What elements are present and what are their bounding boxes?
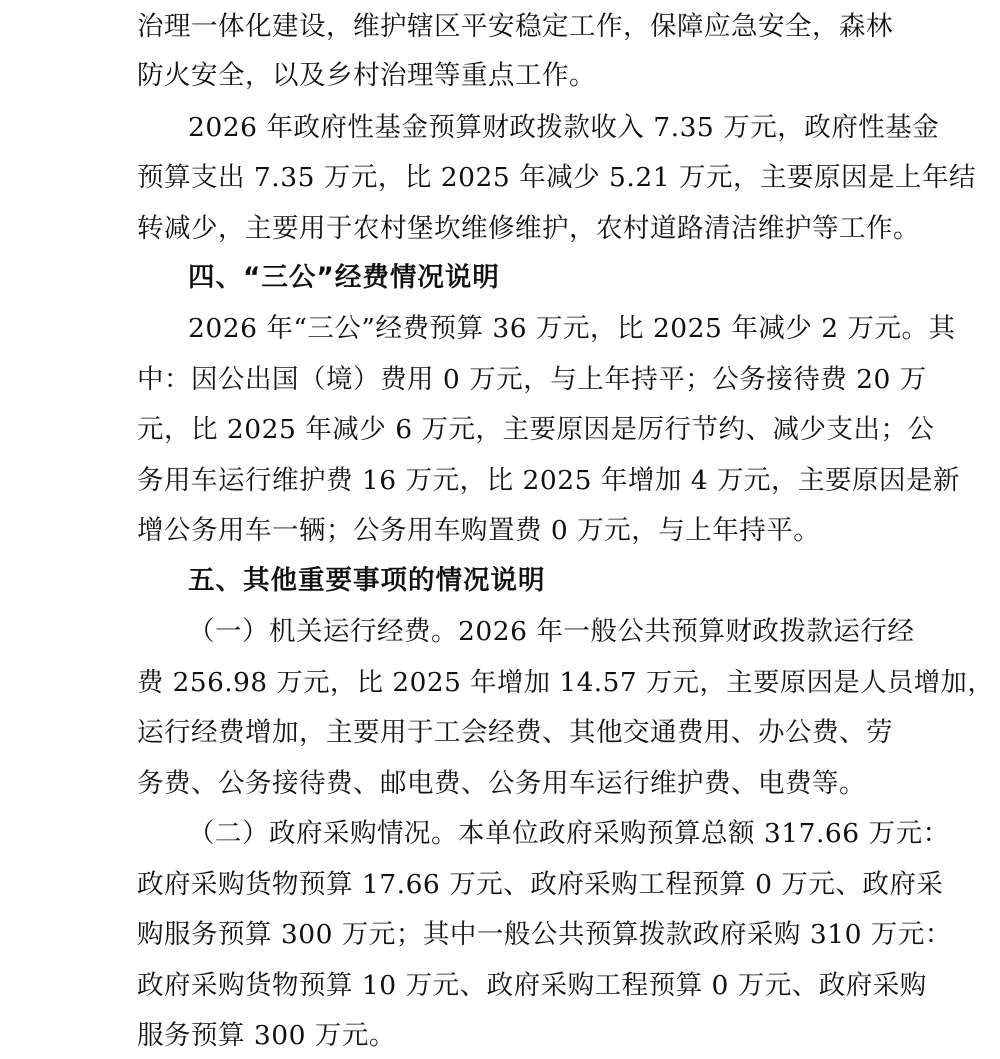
paragraph-line: 转减少，主要用于农村堡坎维修维护，农村道路清洁维护等工作。 (137, 213, 920, 244)
paragraph-line: 防火安全，以及乡村治理等重点工作。 (137, 60, 596, 91)
paragraph-line: 2026 年政府性基金预算财政拨款收入 7.35 万元，政府性基金 (188, 112, 940, 143)
paragraph-line: 政府采购货物预算 10 万元、政府采购工程预算 0 万元、政府采购 (137, 970, 927, 1001)
paragraph-line: 政府采购货物预算 17.66 万元、政府采购工程预算 0 万元、政府采 (137, 869, 944, 900)
paragraph-line: 元，比 2025 年减少 6 万元，主要原因是厉行节约、减少支出；公 (137, 414, 935, 445)
paragraph-line: 中：因公出国（境）费用 0 万元，与上年持平；公务接待费 20 万 (137, 364, 927, 395)
paragraph-line: 务用车运行维护费 16 万元，比 2025 年增加 4 万元，主要原因是新 (137, 465, 961, 496)
paragraph-line: 治理一体化建设，维护辖区平安稳定工作，保障应急安全，森林 (137, 11, 893, 42)
paragraph-line: 服务预算 300 万元。 (137, 1020, 396, 1051)
paragraph-line: 费 256.98 万元，比 2025 年增加 14.57 万元，主要原因是人员增加， (137, 668, 995, 698)
paragraph-line: 预算支出 7.35 万元，比 2025 年减少 5.21 万元，主要原因是上年结 (137, 162, 976, 193)
paragraph-line: 2026 年“三公”经费预算 36 万元，比 2025 年减少 2 万元。其 (188, 313, 956, 344)
paragraph-line: （二）政府采购情况。本单位政府采购预算总额 317.66 万元： (188, 818, 950, 849)
paragraph-line: 运行经费增加，主要用于工会经费、其他交通费用、办公费、劳 (137, 717, 893, 748)
section-heading: 五、其他重要事项的情况说明 (188, 565, 546, 596)
paragraph-line: （一）机关运行经费。2026 年一般公共预算财政拨款运行经 (188, 616, 915, 647)
paragraph-line: 增公务用车一辆；公务用车购置费 0 万元，与上年持平。 (137, 515, 821, 546)
paragraph-line: 务费、公务接待费、邮电费、公务用车运行维护费、电费等。 (137, 768, 866, 799)
paragraph-line: 购服务预算 300 万元；其中一般公共预算拨款政府采购 310 万元： (137, 919, 952, 950)
section-heading: 四、“三公”经费情况说明 (188, 262, 500, 293)
